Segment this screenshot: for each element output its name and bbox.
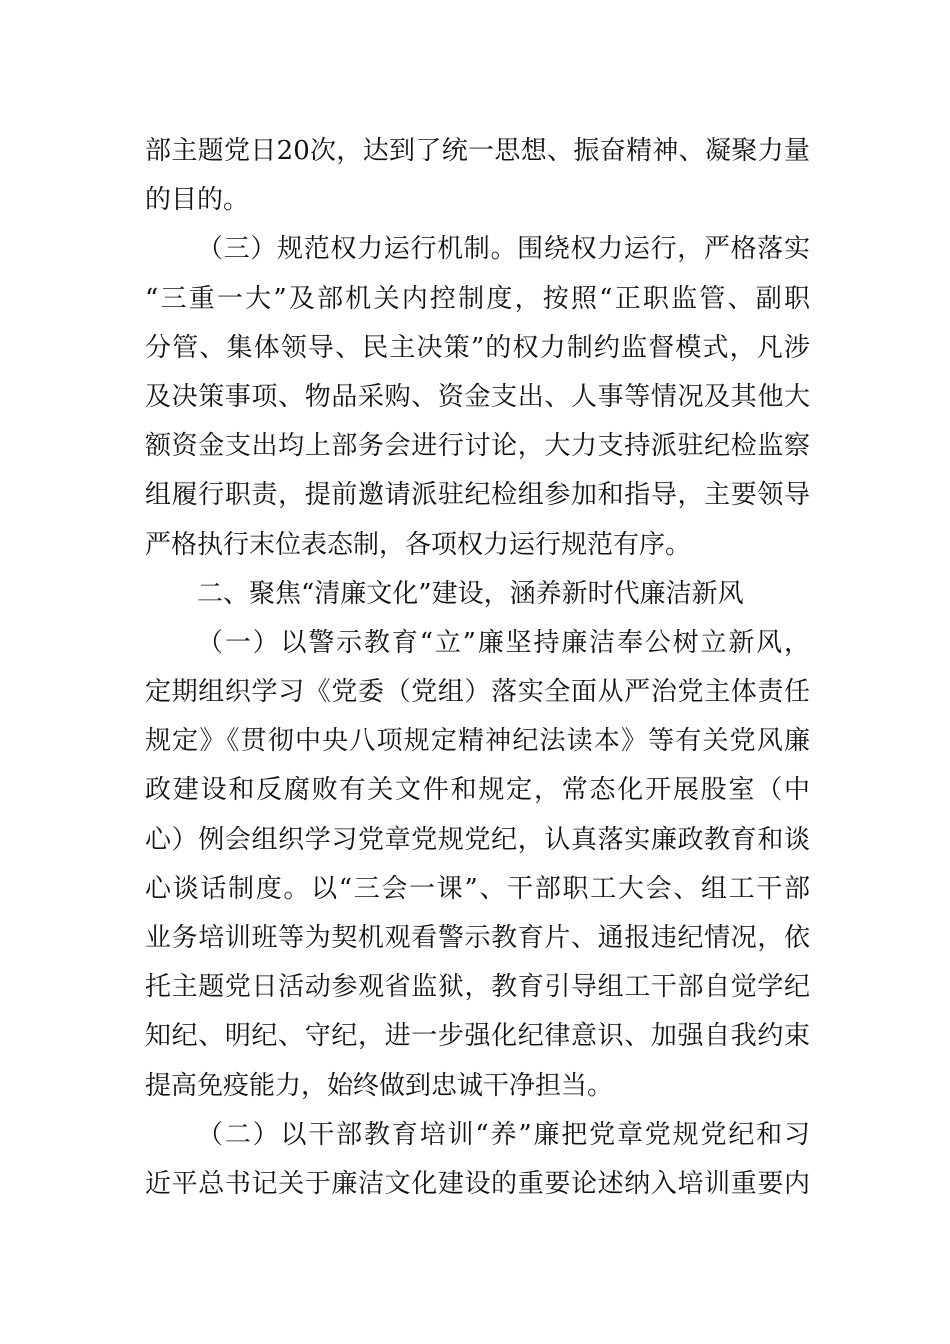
paragraph-start-line: （三）规范权力运行机制。围绕权力运行，严格落实 [197,234,810,265]
section-heading: 二、聚焦“清廉文化”建设，涵养新时代廉洁新风 [197,578,744,609]
text-line: “三重一大”及部机关内控制度，按照“正职监管、副职 [145,283,810,314]
text-line: 定期组织学习《党委（党组）落实全面从严治党主体责任 [145,677,810,708]
text-line: 部主题党日20次，达到了统一思想、振奋精神、凝聚力量 [145,136,810,166]
text-line: 的目的。 [145,185,250,216]
text-line: 政建设和反腐败有关文件和规定，常态化开展股室（中 [145,775,810,806]
paragraph-start-line: （二）以干部教育培训“养”廉把党章党规党纪和习 [197,1119,810,1150]
text-line: 托主题党日活动参观省监狱，教育引导组工干部自觉学纪 [145,972,810,1003]
text-line: 知纪、明纪、守纪，进一步强化纪律意识、加强自我约束 [145,1021,810,1052]
paragraph-start-line: （一）以警示教育“立”廉坚持廉洁奉公树立新风， [197,627,810,658]
text-line: 及决策事项、物品采购、资金支出、人事等情况及其他大 [145,381,810,412]
text-line: 近平总书记关于廉洁文化建设的重要论述纳入培训重要内 [145,1168,810,1199]
document-body [145,127,810,1209]
text-line: 业务培训班等为契机观看警示教育片、通报违纪情况，依 [145,923,810,953]
text-line: 组履行职责，提前邀请派驻纪检组参加和指导，主要领导 [145,480,810,511]
text-line: 规定》《贯彻中央八项规定精神纪法读本》等有关党风廉 [145,726,810,757]
text-line: 心）例会组织学习党章党规党纪，认真落实廉政教育和谈 [145,824,810,855]
text-line: 严格执行末位表态制，各项权力运行规范有序。 [145,529,692,560]
text-line: 分管、集体领导、民主决策”的权力制约监督模式，凡涉 [145,332,810,363]
text-line: 额资金支出均上部务会进行讨论，大力支持派驻纪检监察 [145,431,810,462]
text-line: 心谈话制度。以“三会一课”、干部职工大会、组工干部 [145,873,810,904]
text-line: 提高免疫能力，始终做到忠诚干净担当。 [145,1070,614,1101]
